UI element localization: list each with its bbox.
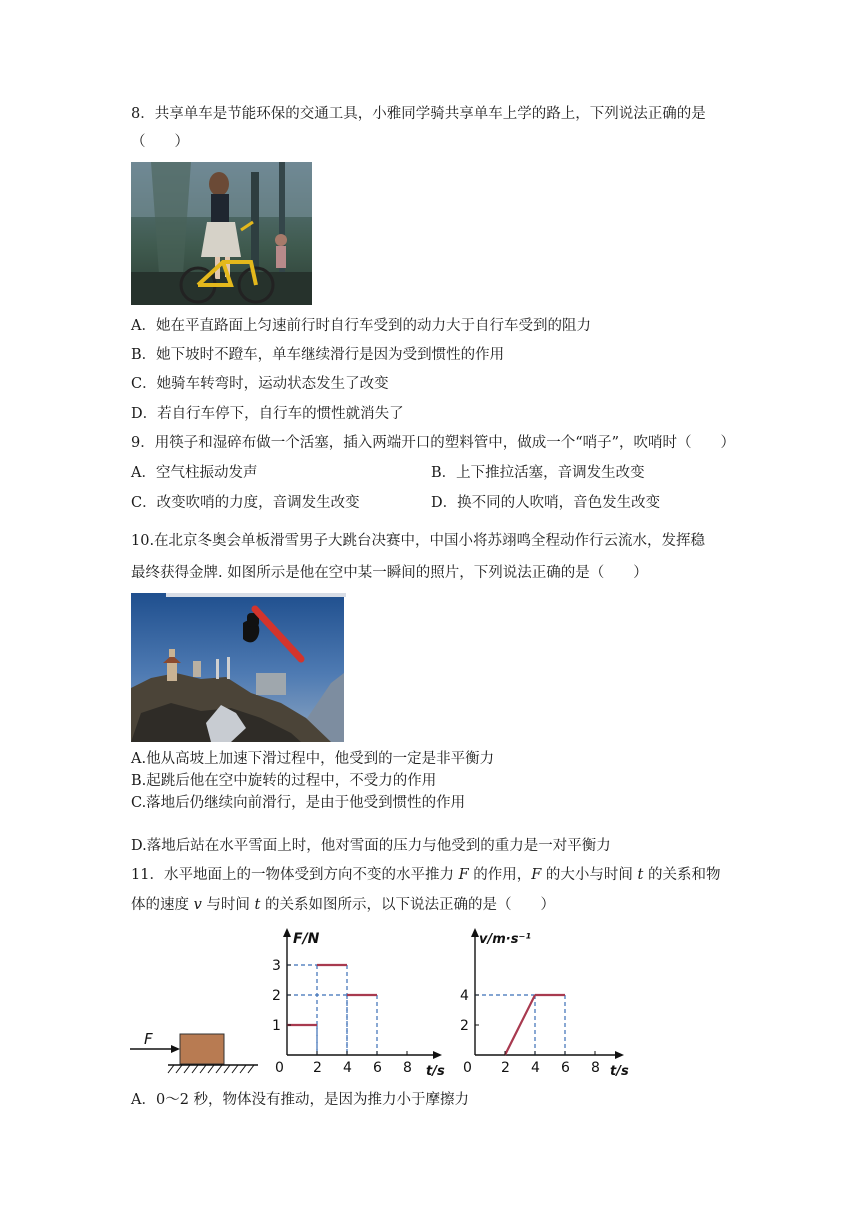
x-axis-label: t/s — [426, 1064, 445, 1079]
data-segment — [505, 995, 535, 1055]
y-tick-label: 3 — [272, 958, 281, 974]
q10-stem-line1: 10.在北京冬奥会单板滑雪男子大跳台决赛中，中国小将苏翊鸣全程动作行云流水，发挥稳 — [131, 533, 706, 549]
q11-var-F: F — [458, 867, 469, 883]
q11-stem-text: 体的速度 — [131, 897, 194, 913]
q9-option-a: A．空气柱振动发声 — [131, 465, 258, 481]
x-tick-label: 0 — [275, 1060, 284, 1076]
x-tick-label: 6 — [373, 1060, 382, 1076]
q11-stem-text: 的关系如图所示，以下说法正确的是（ ） — [260, 897, 555, 913]
q11-stem-text: 11．水平地面上的一物体受到方向不变的水平推力 — [131, 867, 459, 883]
x-tick-label: 8 — [591, 1060, 600, 1076]
q11-var-v: v — [193, 897, 202, 913]
q8-option-d: D．若自行车停下，自行车的惯性就消失了 — [131, 406, 404, 422]
x-tick-label: 8 — [403, 1060, 412, 1076]
q11-var-F: F — [531, 867, 542, 883]
q11-var-t: t — [254, 897, 261, 913]
q11-stem-line2 — [131, 895, 555, 915]
q11-block-diagram — [128, 1025, 260, 1080]
x-tick-label: 6 — [561, 1060, 570, 1076]
x-axis-label: t/s — [610, 1064, 629, 1079]
x-tick-label: 4 — [531, 1060, 540, 1076]
x-axis-arrow — [433, 1051, 442, 1059]
q9-option-c: C．改变吹哨的力度，音调发生改变 — [131, 495, 360, 511]
q8-option-c: C．她骑车转弯时，运动状态发生了改变 — [131, 376, 389, 392]
q11-stem-text: 的关系和物 — [643, 867, 721, 883]
q8-stem-line1: 8．共享单车是节能环保的交通工具，小雅同学骑共享单车上学的路上，下列说法正确的是 — [131, 106, 706, 122]
q8-stem-line2: （ ） — [131, 134, 189, 150]
y-tick-label: 2 — [460, 1018, 469, 1034]
q11-stem-text: 与时间 — [201, 897, 255, 913]
q10-option-c: C.落地后仍继续向前滑行，是由于他受到惯性的作用 — [131, 795, 466, 811]
q10-snowboard-photo — [131, 593, 344, 742]
x-axis-arrow — [615, 1051, 624, 1059]
x-tick-label: 0 — [463, 1060, 472, 1076]
q10-option-d: D.落地后站在水平雪面上时，他对雪面的压力与他受到的重力是一对平衡力 — [131, 838, 611, 854]
q9-stem: 9．用筷子和湿碎布做一个活塞，插入两端开口的塑料管中，做成一个“哨子”，吹哨时（ ） — [131, 435, 736, 451]
y-axis-label: F/N — [293, 931, 320, 947]
q11-stem-text: 的大小与时间 — [541, 867, 638, 883]
q11-stem-text: 的作用， — [468, 867, 532, 883]
x-tick-label: 2 — [501, 1060, 510, 1076]
q8-option-a: A．她在平直路面上匀速前行时自行车受到的动力大于自行车受到的阻力 — [131, 318, 591, 334]
y-axis-arrow — [283, 928, 291, 937]
y-tick-label: 2 — [272, 988, 281, 1004]
q11-block — [180, 1034, 224, 1064]
q10-stem-line2: 最终获得金牌. 如图所示是他在空中某一瞬间的照片，下列说法正确的是（ ） — [131, 565, 648, 581]
q10-option-b: B.起跳后他在空中旋转的过程中，不受力的作用 — [131, 773, 437, 789]
q11-stem-line1 — [131, 865, 720, 885]
q10-option-a: A.他从高坡上加速下滑过程中，他受到的一定是非平衡力 — [131, 751, 495, 767]
force-time-chart — [274, 925, 450, 1077]
y-axis-arrow — [471, 928, 479, 937]
x-tick-label: 4 — [343, 1060, 352, 1076]
y-tick-label: 1 — [272, 1018, 281, 1034]
q8-bicycle-photo — [131, 162, 312, 305]
q8-option-b: B．她下坡时不蹬车，单车继续滑行是因为受到惯性的作用 — [131, 347, 505, 363]
velocity-time-chart — [462, 925, 638, 1077]
q9-option-b: B．上下推拉活塞，音调发生改变 — [431, 465, 645, 481]
q11-force-label: F — [144, 1030, 153, 1048]
q9-option-d: D．换不同的人吹哨，音色发生改变 — [431, 495, 661, 511]
x-tick-label: 2 — [313, 1060, 322, 1076]
y-tick-label: 4 — [460, 988, 469, 1004]
y-axis-label: v/m·s⁻¹ — [479, 932, 531, 947]
q11-option-a: A．0～2 秒，物体没有推动，是因为推力小于摩擦力 — [131, 1092, 470, 1108]
q11-var-t: t — [637, 867, 644, 883]
